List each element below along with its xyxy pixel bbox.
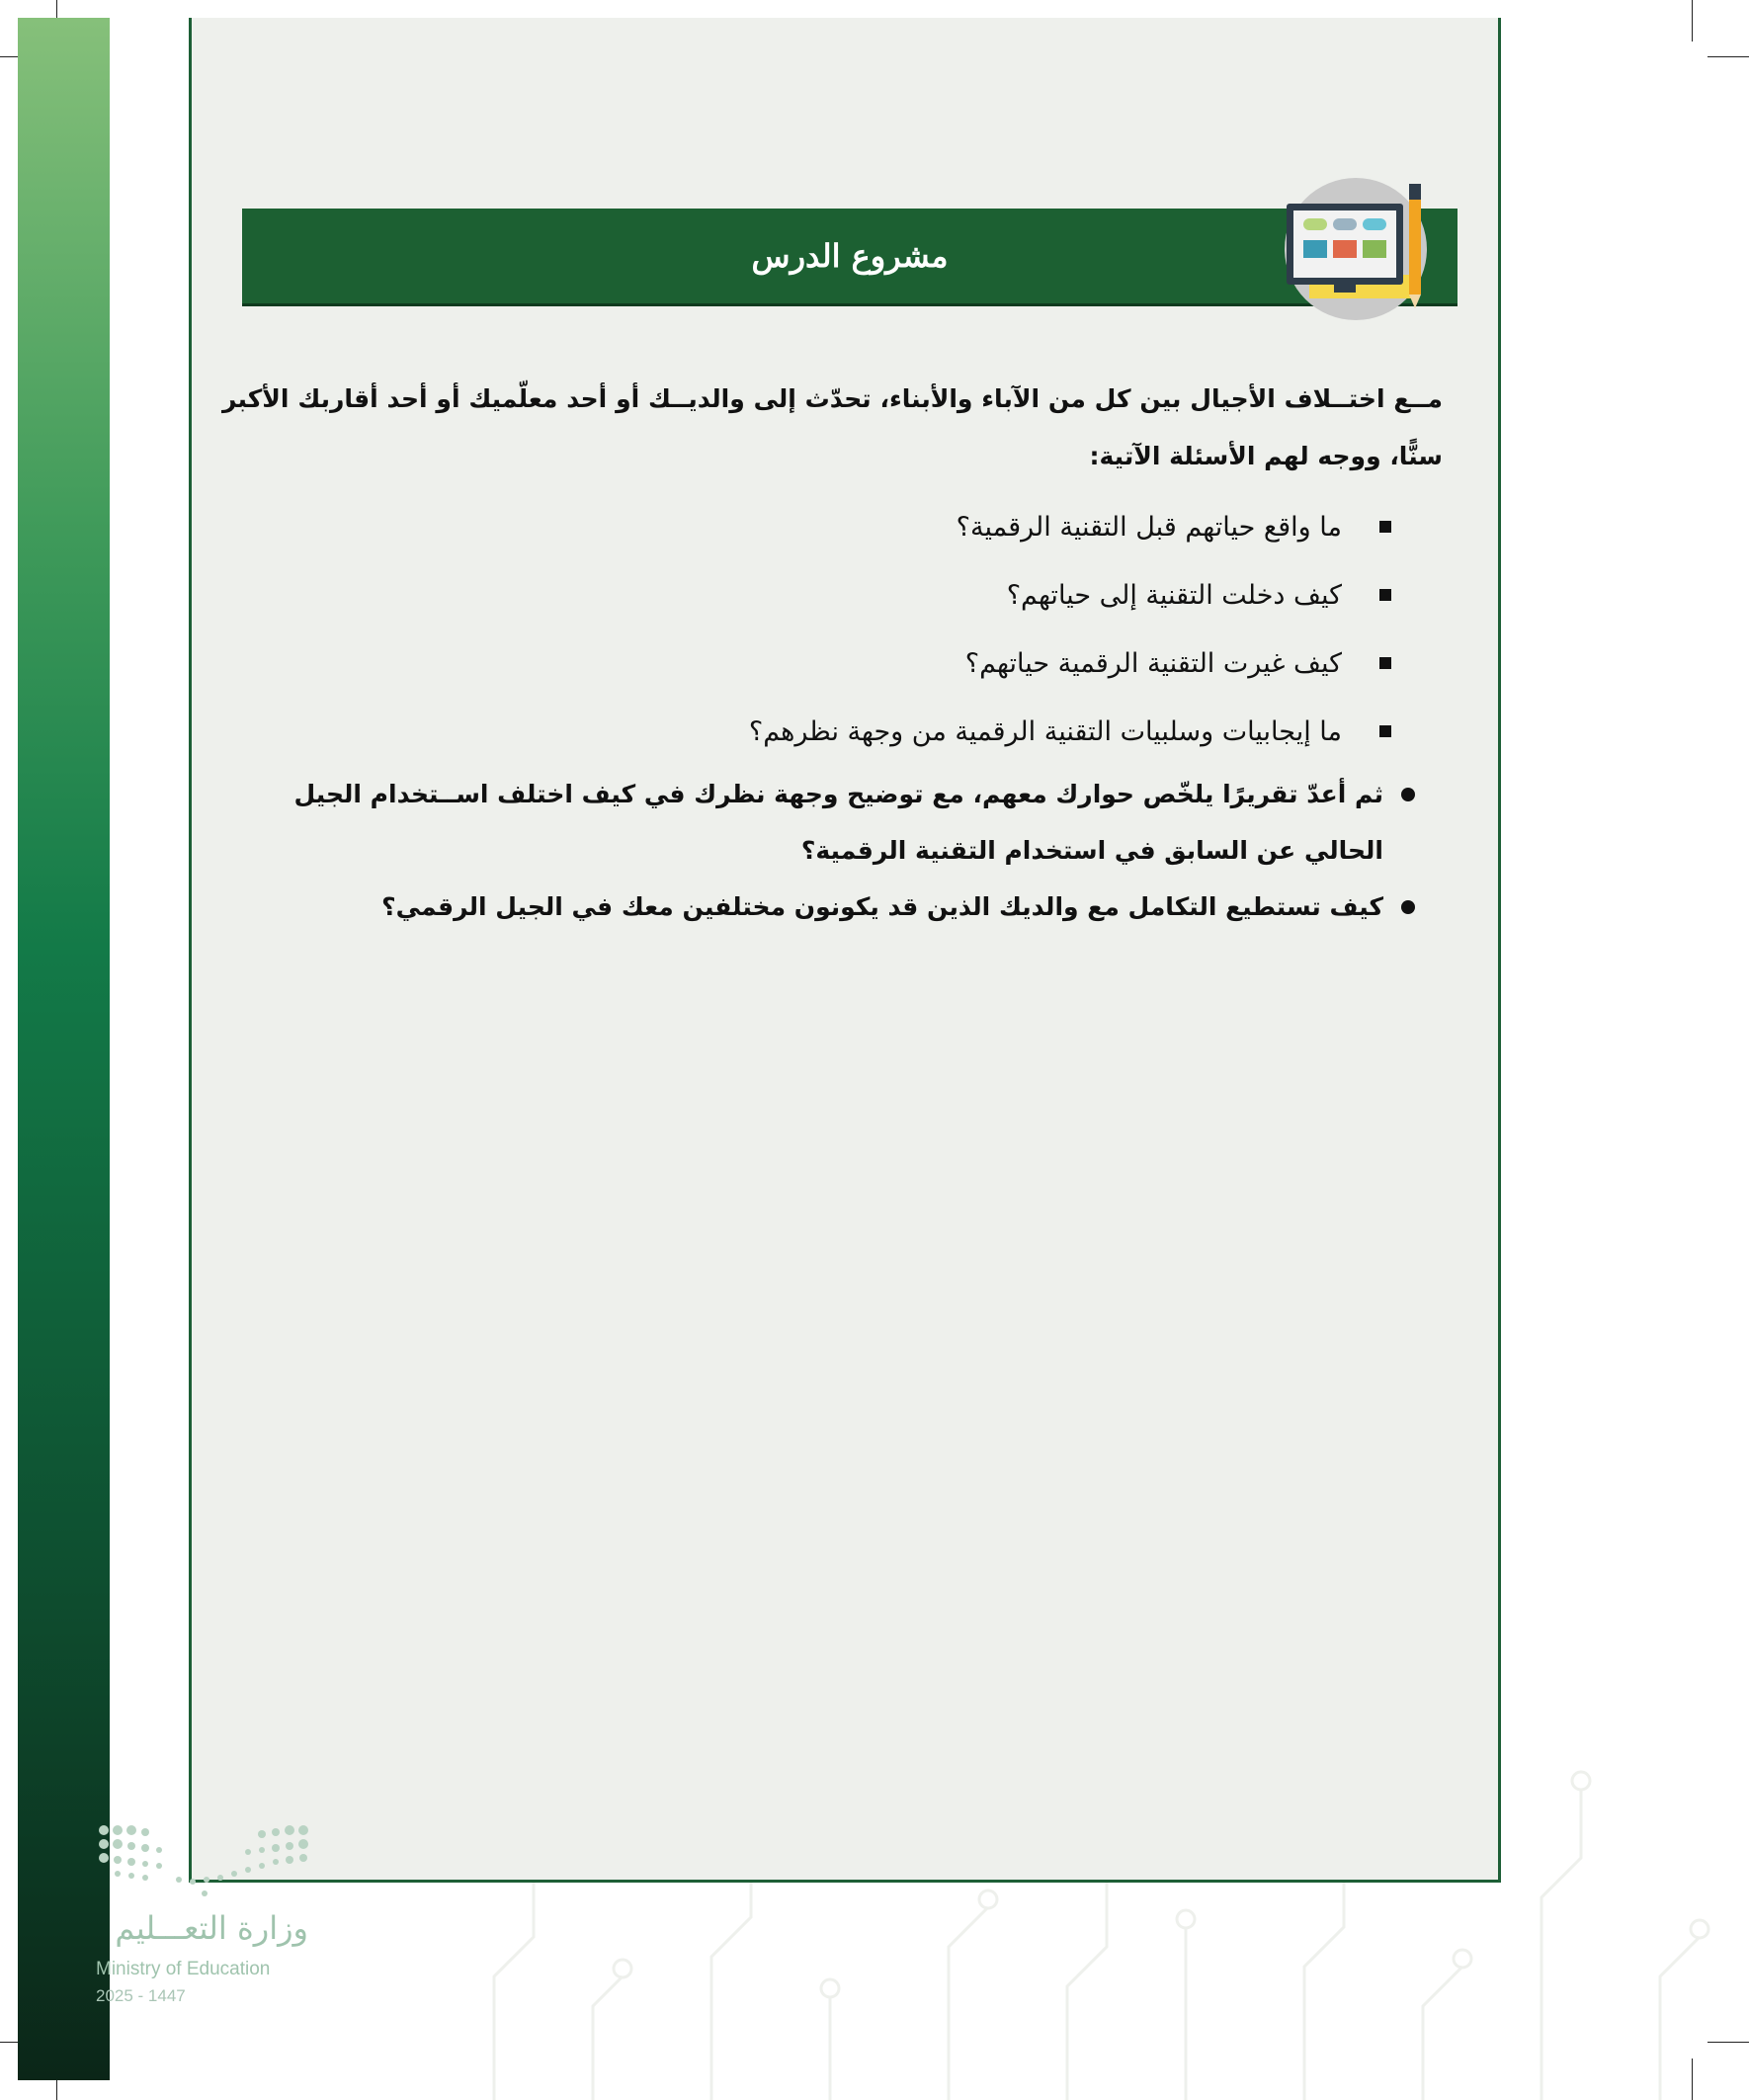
question-text: ما واقع حياتهم قبل التقنية الرقمية؟ <box>956 512 1342 543</box>
intro-paragraph: مــع اختــلاف الأجيال بين كل من الآباء والأبناء، تحدّث إلى والديــك أو أحد معلّميك أو أحد أقاربك الأكبر سنًّا، ووجه لهم الأسئلة الآتية: <box>222 384 1443 470</box>
crop-mark <box>1707 56 1749 57</box>
round-bullet-icon <box>1401 900 1415 914</box>
lesson-project-banner <box>242 209 1458 306</box>
question-item <box>222 630 1391 698</box>
edition-year: 2025 - 1447 <box>96 1986 186 2005</box>
round-bullet-icon <box>1401 788 1415 801</box>
ministry-name-arabic: وزارة التعـــليم <box>115 1909 308 1947</box>
lesson-content <box>222 371 1443 935</box>
task-text: كيف تستطيع التكامل مع والديك الذين قد يكونون مختلفين معك في الجيل الرقمي؟ <box>381 892 1383 921</box>
task-list <box>222 766 1443 935</box>
computer-monitor-pencil-icon <box>1277 176 1435 322</box>
square-bullet-icon <box>1379 725 1391 737</box>
square-bullet-icon <box>1379 589 1391 601</box>
question-text: كيف دخلت التقنية إلى حياتهم؟ <box>1006 580 1342 611</box>
square-bullet-icon <box>1379 521 1391 533</box>
task-item <box>222 879 1423 935</box>
question-item <box>222 698 1391 766</box>
question-text: كيف غيرت التقنية الرقمية حياتهم؟ <box>964 648 1342 679</box>
question-list <box>222 493 1443 766</box>
crop-mark <box>1692 0 1693 42</box>
task-item <box>222 766 1423 879</box>
square-bullet-icon <box>1379 657 1391 669</box>
task-text: ثم أعدّ تقريرًا يلخّص حوارك معهم، مع توضيح وجهة نظرك في كيف اختلف اســتخدام الجيل الحالي عن السابق في استخدام التقنية الرقمية؟ <box>293 780 1383 865</box>
lesson-project-title: مشروع الدرس <box>751 237 949 275</box>
question-item <box>222 561 1391 630</box>
green-side-bar <box>18 18 110 2080</box>
question-text: ما إيجابيات وسلبيات التقنية الرقمية من وجهة نظرهم؟ <box>748 716 1342 747</box>
question-item <box>222 493 1391 561</box>
ministry-name-english: Ministry of Education <box>96 1959 271 1979</box>
